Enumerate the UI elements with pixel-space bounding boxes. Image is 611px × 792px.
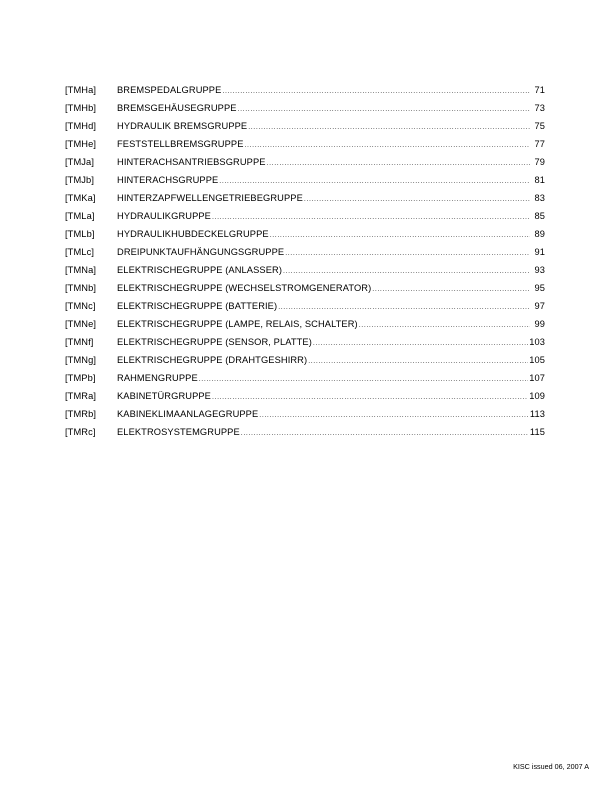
toc-entry-title: KABINEKLIMAANLAGEGRUPPE — [117, 409, 259, 419]
table-of-contents — [65, 81, 545, 441]
toc-entry[interactable] — [65, 117, 545, 135]
toc-entry-title-wrap — [117, 243, 530, 263]
toc-entry-page-number: 105 — [529, 355, 545, 365]
toc-entry-page-number: 79 — [534, 157, 545, 167]
toc-entry-page-number: 93 — [534, 265, 545, 275]
toc-entry-code: [TMRc] — [65, 427, 96, 437]
toc-entry-code: [TMLb] — [65, 229, 95, 239]
toc-entry-code: [TMHa] — [65, 85, 97, 95]
toc-entry[interactable] — [65, 297, 545, 315]
toc-entry[interactable] — [65, 189, 545, 207]
toc-entry-code: [TMPb] — [65, 373, 96, 383]
toc-entry-page-number: 103 — [529, 337, 545, 347]
toc-entry-title-wrap — [117, 135, 530, 155]
toc-entry-title: ELEKTRISCHEGRUPPE (LAMPE, RELAIS, SCHALTER) — [117, 319, 358, 329]
toc-entry-title-wrap — [117, 369, 528, 389]
toc-entry-title-wrap — [117, 423, 529, 443]
toc-entry-code: [TMNa] — [65, 265, 97, 275]
toc-entry[interactable] — [65, 369, 545, 387]
toc-entry-code: [TMNg] — [65, 355, 97, 365]
toc-entry-page-number: 115 — [529, 427, 545, 437]
toc-entry-title: DREIPUNKTAUFHÄNGUNGSGRUPPE — [117, 247, 285, 257]
toc-entry-title: HINTERZAPFWELLENGETRIEBEGRUPPE — [117, 193, 303, 203]
toc-entry-page-number: 77 — [534, 139, 545, 149]
toc-entry-title-wrap — [117, 261, 530, 281]
toc-entry-title-wrap — [117, 279, 530, 299]
toc-entry-code: [TMJb] — [65, 175, 95, 185]
toc-entry-code: [TMHd] — [65, 121, 97, 131]
toc-entry-title: ELEKTROSYSTEMGRUPPE — [117, 427, 240, 437]
toc-entry-title: HINTERACHSANTRIEBSGRUPPE — [117, 157, 266, 167]
toc-entry-title-wrap — [117, 333, 528, 353]
toc-entry[interactable] — [65, 135, 545, 153]
toc-entry-page-number: 107 — [529, 373, 545, 383]
toc-entry-page-number: 89 — [534, 229, 545, 239]
toc-entry-page-number: 81 — [534, 175, 545, 185]
toc-entry-title: ELEKTRISCHEGRUPPE (WECHSELSTROMGENERATOR) — [117, 283, 372, 293]
toc-entry-code: [TMKa] — [65, 193, 96, 203]
toc-entry-page-number: 71 — [534, 85, 545, 95]
toc-entry-title: RAHMENGRUPPE — [117, 373, 198, 383]
toc-entry-code: [TMRb] — [65, 409, 97, 419]
toc-entry-title-wrap — [117, 297, 530, 317]
toc-entry-code: [TMLa] — [65, 211, 95, 221]
toc-entry[interactable] — [65, 333, 545, 351]
toc-entry-page-number: 85 — [534, 211, 545, 221]
toc-entry-title: HYDRAULIKHUBDECKELGRUPPE — [117, 229, 269, 239]
toc-entry-code: [TMLc] — [65, 247, 95, 257]
toc-entry-title: ELEKTRISCHEGRUPPE (BATTERIE) — [117, 301, 278, 311]
toc-entry-title: HYDRAULIKGRUPPE — [117, 211, 211, 221]
toc-entry-title-wrap — [117, 405, 529, 425]
toc-entry[interactable] — [65, 423, 545, 441]
toc-entry-page-number: 113 — [529, 409, 545, 419]
toc-dot-leader — [241, 425, 529, 443]
toc-entry-title-wrap — [117, 153, 530, 173]
toc-entry-title-wrap — [117, 351, 528, 371]
toc-entry-page-number: 91 — [534, 247, 545, 257]
page-footer: KISC issued 06, 2007 A — [513, 762, 589, 771]
toc-entry[interactable] — [65, 243, 545, 261]
toc-entry-title-wrap — [117, 99, 530, 119]
toc-entry-title: BREMSPEDALGRUPPE — [117, 85, 222, 95]
toc-entry[interactable] — [65, 225, 545, 243]
toc-entry[interactable] — [65, 351, 545, 369]
toc-entry[interactable] — [65, 405, 545, 423]
toc-entry-title: ELEKTRISCHEGRUPPE (DRAHTGESHIRR) — [117, 355, 308, 365]
toc-entry-title: ELEKTRISCHEGRUPPE (SENSOR, PLATTE) — [117, 337, 312, 347]
toc-entry-title-wrap — [117, 81, 530, 101]
toc-entry-page-number: 97 — [534, 301, 545, 311]
toc-entry-code: [TMNb] — [65, 283, 97, 293]
toc-entry-title-wrap — [117, 117, 530, 137]
toc-entry-page-number: 75 — [534, 121, 545, 131]
toc-entry[interactable] — [65, 207, 545, 225]
toc-entry-code: [TMJa] — [65, 157, 95, 167]
toc-entry[interactable] — [65, 387, 545, 405]
toc-entry-code: [TMNe] — [65, 319, 97, 329]
toc-entry-title: ELEKTRISCHEGRUPPE (ANLASSER) — [117, 265, 283, 275]
toc-entry-code: [TMHe] — [65, 139, 97, 149]
toc-entry[interactable] — [65, 99, 545, 117]
toc-entry-page-number: 109 — [529, 391, 545, 401]
toc-entry-code: [TMRa] — [65, 391, 97, 401]
toc-entry-title-wrap — [117, 171, 530, 191]
toc-entry-title: BREMSGEHÄUSEGRUPPE — [117, 103, 237, 113]
toc-entry-code: [TMNf] — [65, 337, 94, 347]
toc-entry-page-number: 95 — [534, 283, 545, 293]
toc-entry-page-number: 73 — [534, 103, 545, 113]
toc-entry-title-wrap — [117, 225, 530, 245]
toc-entry-title: FESTSTELLBREMSGRUPPE — [117, 139, 244, 149]
toc-entry-code: [TMHb] — [65, 103, 97, 113]
toc-entry-title-wrap — [117, 387, 528, 407]
toc-entry-title: HYDRAULIK BREMSGRUPPE — [117, 121, 248, 131]
toc-entry-page-number: 99 — [534, 319, 545, 329]
toc-entry[interactable] — [65, 261, 545, 279]
toc-entry-title: KABINETÜRGRUPPE — [117, 391, 211, 401]
toc-entry[interactable] — [65, 81, 545, 99]
toc-entry[interactable] — [65, 153, 545, 171]
toc-entry-title-wrap — [117, 207, 530, 227]
toc-entry[interactable] — [65, 171, 545, 189]
toc-entry[interactable] — [65, 315, 545, 333]
toc-entry-title: HINTERACHSGRUPPE — [117, 175, 219, 185]
toc-entry-title-wrap — [117, 315, 530, 335]
toc-entry[interactable] — [65, 279, 545, 297]
toc-entry-code: [TMNc] — [65, 301, 96, 311]
toc-entry-page-number: 83 — [534, 193, 545, 203]
toc-entry-title-wrap — [117, 189, 530, 209]
